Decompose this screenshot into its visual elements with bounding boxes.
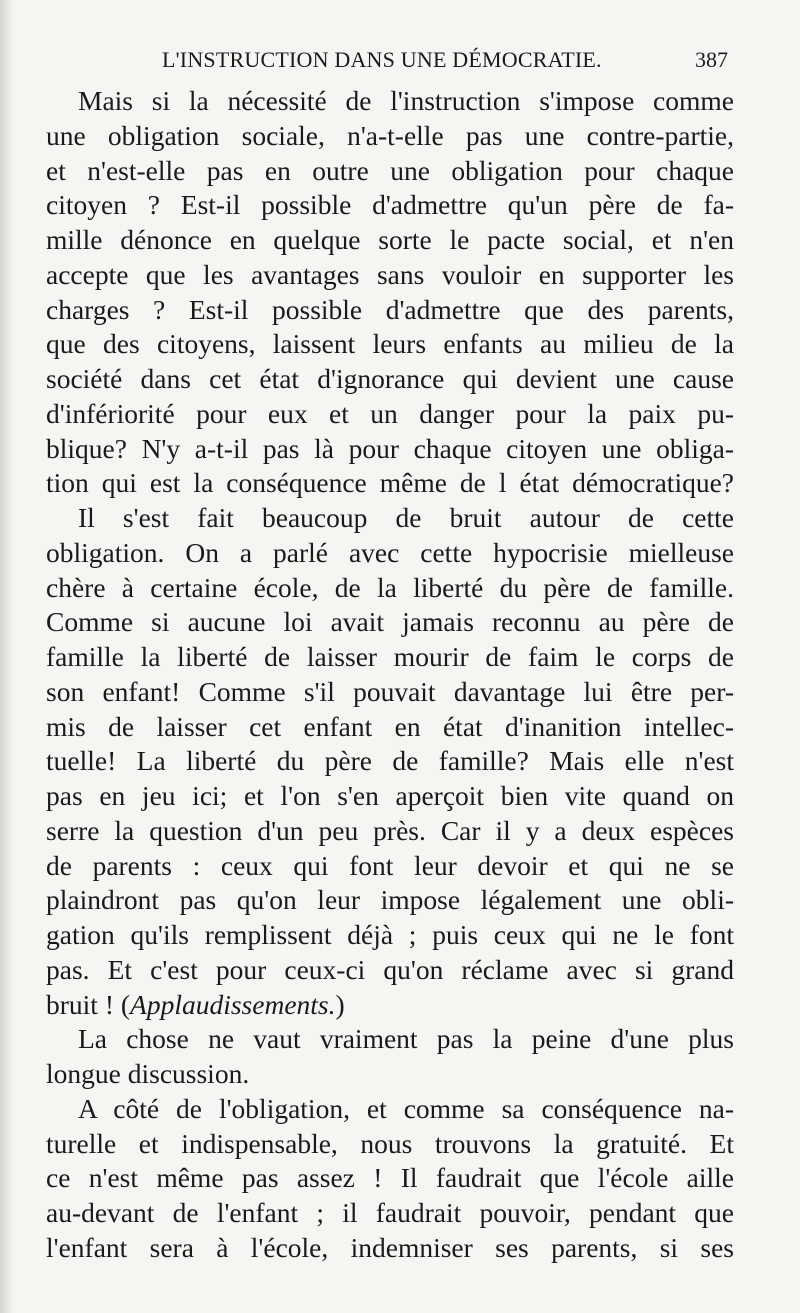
- text-line: tion qui est la conséquence même de l état démocratique?: [46, 467, 734, 499]
- text-line: ce n'est même pas assez ! Il faudrait que l'école aille: [46, 1162, 734, 1194]
- text-line: Il s'est fait beaucoup de bruit autour de cette: [78, 502, 734, 533]
- text-line: longue discussion.: [46, 1058, 250, 1089]
- text-line: d'infériorité pour eux et un danger pour la paix pu-: [46, 397, 734, 429]
- text-line: une obligation sociale, n'a-t-elle pas une contre-partie,: [46, 119, 734, 151]
- text-line: obligation. On a parlé avec cette hypocrisie mielleuse: [46, 536, 734, 568]
- text-line: pas. Et c'est pour ceux-ci qu'on réclame avec si grand: [46, 953, 734, 985]
- text-line: La chose ne vaut vraiment pas la peine d'une plus: [78, 1023, 734, 1055]
- text-line: mis de laisser cet enfant en état d'inanition intellec-: [46, 710, 734, 742]
- body-text: [46, 84, 734, 1266]
- running-title: L'INSTRUCTION DANS UNE DÉMOCRATIE.: [162, 47, 602, 72]
- text-line: charges ? Est-il possible d'admettre que des parents,: [46, 293, 734, 325]
- text-line: Mais si la nécessité de l'instruction s'impose comme: [78, 85, 734, 116]
- italic-applause: Applaudissements.: [130, 988, 336, 1020]
- text-line: Comme si aucune loi avait jamais reconnu au père de: [46, 606, 734, 638]
- page-edge-shadow: [0, 0, 14, 1313]
- running-header: [0, 40, 800, 80]
- text-line: de parents : ceux qui font leur devoir et qui ne se: [46, 849, 734, 881]
- text-fragment: bruit ! (: [46, 988, 131, 1020]
- text-fragment: ): [335, 988, 345, 1020]
- text-line: famille la liberté de laisser mourir de faim le corps de: [46, 641, 734, 672]
- text-line: gation qu'ils remplissent déjà ; puis ceux qui ne le font: [46, 919, 734, 950]
- text-line: accepte que les avantages sans vouloir en supporter les: [46, 258, 734, 290]
- text-line: société dans cet état d'ignorance qui devient une cause: [46, 363, 734, 394]
- text-line: plaindront pas qu'on leur impose légalement une obli-: [46, 884, 734, 916]
- text-line: son enfant! Comme s'il pouvait davantage lui être per-: [46, 675, 734, 707]
- page-number: 387: [695, 47, 728, 72]
- text-line: serre la question d'un peu près. Car il y a deux espèces: [46, 814, 734, 846]
- text-line: l'enfant sera à l'école, indemniser ses parents, si ses: [46, 1231, 734, 1263]
- text-line: turelle et indispensable, nous trouvons la gratuité. Et: [46, 1127, 734, 1159]
- text-line: blique? N'y a-t-il pas là pour chaque citoyen une obliga-: [46, 432, 734, 464]
- text-line: chère à certaine école, de la liberté du père de famille.: [46, 571, 734, 603]
- text-line: et n'est-elle pas en outre une obligation pour chaque: [46, 154, 734, 186]
- text-line: [46, 988, 734, 1023]
- text-line: au-devant de l'enfant ; il faudrait pouvoir, pendant que: [46, 1197, 734, 1228]
- text-line: que des citoyens, laissent leurs enfants au milieu de la: [46, 328, 734, 360]
- text-line: A côté de l'obligation, et comme sa conséquence na-: [78, 1092, 734, 1124]
- text-line: mille dénonce en quelque sorte le pacte social, et n'en: [46, 224, 734, 255]
- text-line: tuelle! La liberté du père de famille? Mais elle n'est: [46, 745, 734, 777]
- text-line: citoyen ? Est-il possible d'admettre qu'un père de fa-: [46, 189, 734, 221]
- text-line: pas en jeu ici; et l'on s'en aperçoit bien vite quand on: [46, 780, 734, 811]
